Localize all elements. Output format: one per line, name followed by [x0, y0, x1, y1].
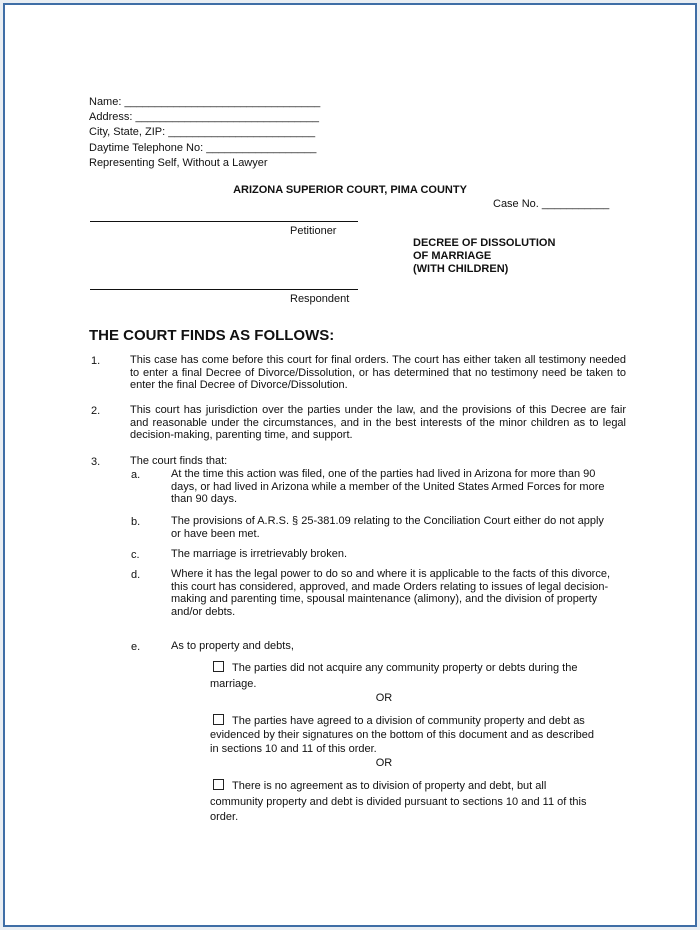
subitem-letter: b. — [131, 516, 141, 528]
decree-title-line: DECREE OF DISSOLUTION — [413, 237, 556, 249]
paragraph-number: 1. — [91, 355, 101, 367]
checkbox[interactable] — [213, 714, 224, 725]
paragraph-number: 2. — [91, 405, 101, 417]
daytime-phone-line: Daytime Telephone No: __________________ — [89, 142, 317, 154]
petitioner-signature-line — [90, 221, 358, 222]
subitem-text: The marriage is irretrievably broken. — [171, 548, 348, 560]
court-title: ARIZONA SUPERIOR COURT, PIMA COUNTY — [233, 184, 467, 196]
subitem-text: Where it has the legal power to do so and where it is applicable to the facts of this divorce, this court has considered, approved, and made Orders relating to issues of legal decision-making and parenting time, spousal maintenance (alimony), and the division of property and/or debts. — [171, 568, 611, 618]
findings-heading: THE COURT FINDS AS FOLLOWS: — [89, 327, 335, 344]
subitem-text: As to property and debts, — [171, 640, 294, 652]
paragraph-number: 3. — [91, 456, 101, 468]
decree-title — [413, 237, 613, 276]
name-line: Name: ________________________________ — [89, 96, 321, 108]
decree-title-line: (WITH CHILDREN) — [413, 263, 509, 275]
address-line: Address: ______________________________ — [89, 111, 319, 123]
option-text: There is no agreement as to division of property and debt, but all community property and debt is divided pursuant to sections 10 and 11 of this order. — [210, 780, 587, 823]
property-option — [210, 714, 602, 756]
respondent-signature-line — [90, 289, 358, 290]
property-option — [210, 779, 602, 826]
paragraph-text: This court has jurisdiction over the parties under the law, and the provisions of this Decree are fair and reasonable under the circumstances, and in the best interests of the minor children as to legal decision-making, parenting time, and support. — [130, 404, 626, 441]
or-separator: OR — [375, 757, 393, 769]
subitem-letter: a. — [131, 469, 141, 481]
subitem-text: At the time this action was filed, one of the parties had lived in Arizona for more than 90 days, or had lived in Arizona while a member of the United States Armed Forces for more than 90 days. — [171, 468, 605, 505]
checkbox[interactable] — [213, 661, 224, 672]
option-text: The parties have agreed to a division of community property and debt as evidenced by their signatures on the bottom of this document and as described in sections 10 and 11 of this order. — [210, 715, 595, 755]
respondent-label: Respondent — [290, 293, 350, 305]
case-number: Case No. ___________ — [493, 198, 610, 210]
subitem-letter: d. — [131, 569, 141, 581]
or-separator: OR — [375, 692, 393, 704]
document-frame — [3, 3, 697, 927]
paragraph-text: This case has come before this court for final orders. The court has either taken all testimony needed to enter a final Decree of Divorce/Dissolution, or has determined that no testimony need be taken to enter the final Decree of Divorce/Dissolution. — [130, 354, 626, 391]
petitioner-label: Petitioner — [290, 225, 337, 237]
subitem-text: The provisions of A.R.S. § 25-381.09 relating to the Conciliation Court either do not apply or have been met. — [171, 515, 604, 540]
city-state-zip-line: City, State, ZIP: ________________________ — [89, 126, 316, 138]
subitem-letter: c. — [131, 549, 140, 561]
representing-self-line: Representing Self, Without a Lawyer — [89, 157, 268, 169]
checkbox[interactable] — [213, 779, 224, 790]
paragraph-text: The court finds that: — [130, 455, 228, 467]
property-option — [210, 661, 602, 692]
option-text: The parties did not acquire any community property or debts during the marriage. — [210, 662, 578, 690]
document-page — [5, 5, 695, 925]
subitem-letter: e. — [131, 641, 141, 653]
decree-title-line: OF MARRIAGE — [413, 250, 492, 262]
